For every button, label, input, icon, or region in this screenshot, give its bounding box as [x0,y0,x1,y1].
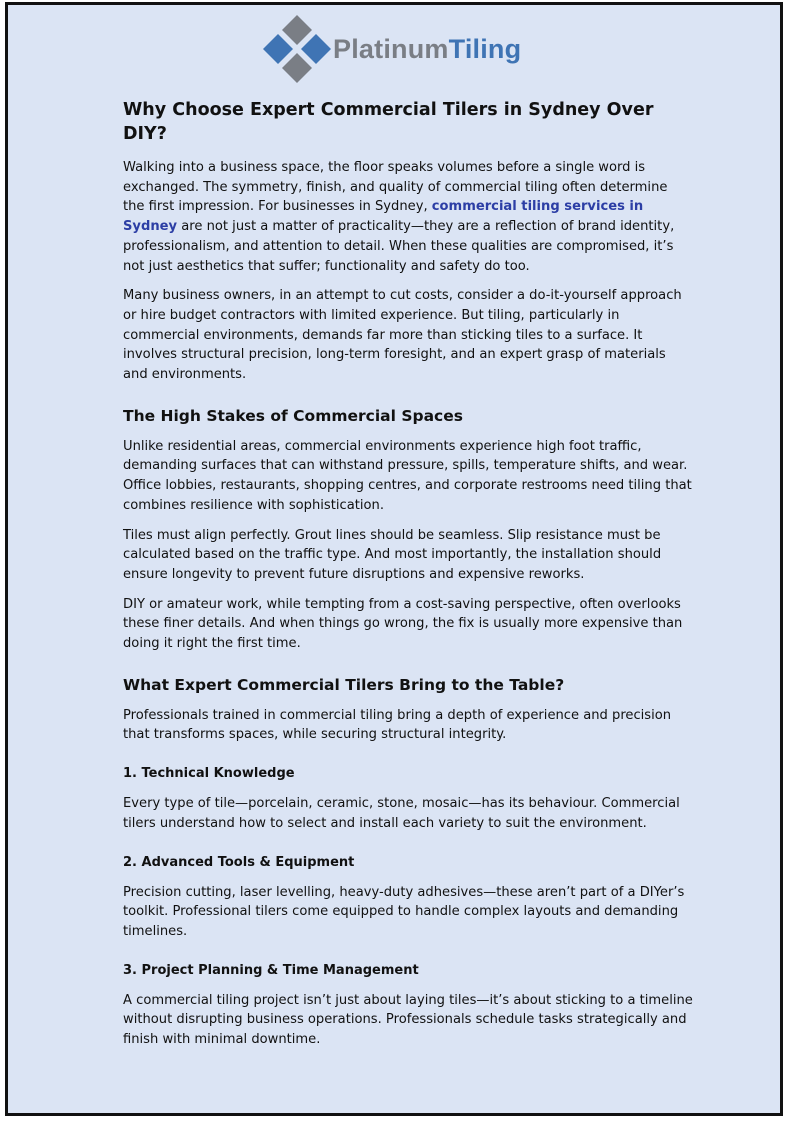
page [5,2,783,1116]
brand-name-part1: Platinum [333,33,449,64]
item3-heading: 3. Project Planning & Time Management [123,962,419,978]
brand-name [333,34,521,65]
section1-paragraph-1: Unlike residential areas, commercial environments experience high foot traffic, demanding surfaces that can withstand pressure, spills, temperature shifts, and wear. Office lobbies, restaurants, shopping centres, and corporate restrooms need tiling that combines resilience with sophistication. [123,438,692,513]
intro-paragraph-1 [123,158,693,276]
article-title: Why Choose Expert Commercial Tilers in Sydney Over DIY? [123,100,654,144]
intro-p1-before: Walking into a business space, the floor speaks volumes before a single word is exchanged. The symmetry, finish, and quality of commercial tiling often determine the first impression. For businesses in Sydney, [123,160,668,215]
item2-heading: 2. Advanced Tools & Equipment [123,854,355,870]
item2-text: Precision cutting, laser levelling, heavy-duty adhesives—these aren’t part of a DIYer’s toolkit. Professional tilers come equipped to handle complex layouts and demanding timelines. [123,884,685,939]
section2-paragraph-1: Professionals trained in commercial tiling bring a depth of experience and precision that transforms spaces, while securing structural integrity. [123,707,672,743]
section2-heading: What Expert Commercial Tilers Bring to the Table? [123,675,565,694]
section1-paragraph-3: DIY or amateur work, while tempting from a cost-saving perspective, often overlooks these finer details. And when things go wrong, the fix is usually more expensive than doing it right the first time. [123,596,683,652]
section1-paragraph-2: Tiles must align perfectly. Grout lines should be seamless. Slip resistance must be calculated based on the traffic type. And most importantly, the installation should ensure longevity to prevent future disruptions and expensive reworks. [123,527,662,582]
brand-logo [263,15,521,83]
brand-name-part2: Tiling [448,33,522,64]
intro-p1-after: are not just a matter of practicality—they are a reflection of brand identity, professionalism, and attention to detail. When these qualities are compromised, it’s not just aesthetics that suffer; functionality and safety do too. [123,219,675,274]
intro-paragraph-2: Many business owners, in an attempt to cut costs, consider a do-it-yourself approach or hire budget contractors with limited experience. But tiling, particularly in commercial environments, demands far more than sticking tiles to a surface. It involves structural precision, long-term foresight, and an expert grasp of materials and environments. [123,288,682,383]
item3-text: A commercial tiling project isn’t just about laying tiles—it’s about sticking to a timeline without disrupting business operations. Professionals schedule tasks strategically and finish with minimal downtime. [123,992,693,1048]
item1-text: Every type of tile—porcelain, ceramic, stone, mosaic—has its behaviour. Commercial tilers understand how to select and install each variety to suit the environment. [123,796,680,831]
commercial-tiling-link[interactable]: commercial tiling services in Sydney [123,199,644,235]
tile-diamond-icon [263,15,331,83]
section1-heading: The High Stakes of Commercial Spaces [123,406,463,425]
article [123,98,693,1060]
item1-heading: 1. Technical Knowledge [123,766,295,782]
